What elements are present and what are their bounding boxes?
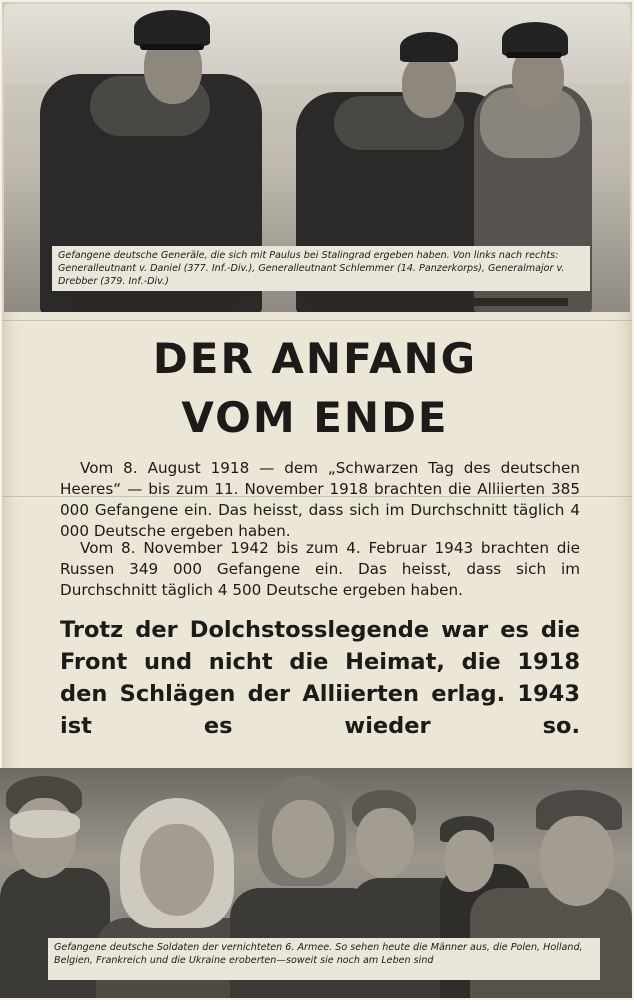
- paragraph-1943: Vom 8. November 1942 bis zum 4. Februar 1943 brachten die Russen 349 000 Gefangene ein. Das heisst, dass sich im Durchschnitt täglich 4 500 Deutsche ergeben haben.: [60, 539, 580, 599]
- headline-line-1: DER ANFANG: [152, 334, 478, 383]
- photo-bottom-edge: [306, 298, 568, 306]
- slogan: Trotz der Dolchstosslegende war es die Front und nicht die Heimat, die 1918 den Schlägen der Alliierten erlag. 1943 ist es wieder so.: [60, 617, 580, 739]
- caption-soldiers: Gefangene deutsche Soldaten der vernichteten 6. Armee. So sehen heute die Männer aus, die Polen, Holland, Belgien, Frankreich und die Ukraine eroberten—soweit sie noch am Leben sind: [48, 938, 600, 980]
- paragraph-1918: Vom 8. August 1918 — dem „Schwarzen Tag des deutschen Heeres“ — bis zum 11. November 1918 brachten die Alliierten 385 000 Gefangene ein. Das heisst, dass sich im Durchschnitt täglich 4 000 Deutsche ergeben haben.: [60, 459, 580, 540]
- caption-generals: Gefangene deutsche Generäle, die sich mit Paulus bei Stalingrad ergeben haben. Von links nach rechts: Generalleutnant v. Daniel (377. Inf.-Div.), Generalleutnant Schlemmer (14. Panzerkorps), Generalmajor v. Drebber (379. Inf.-Div.): [52, 246, 590, 291]
- headline-line-2: VOM ENDE: [181, 393, 449, 442]
- photo-bottom-edge: [70, 298, 238, 306]
- fold-line: [2, 320, 632, 321]
